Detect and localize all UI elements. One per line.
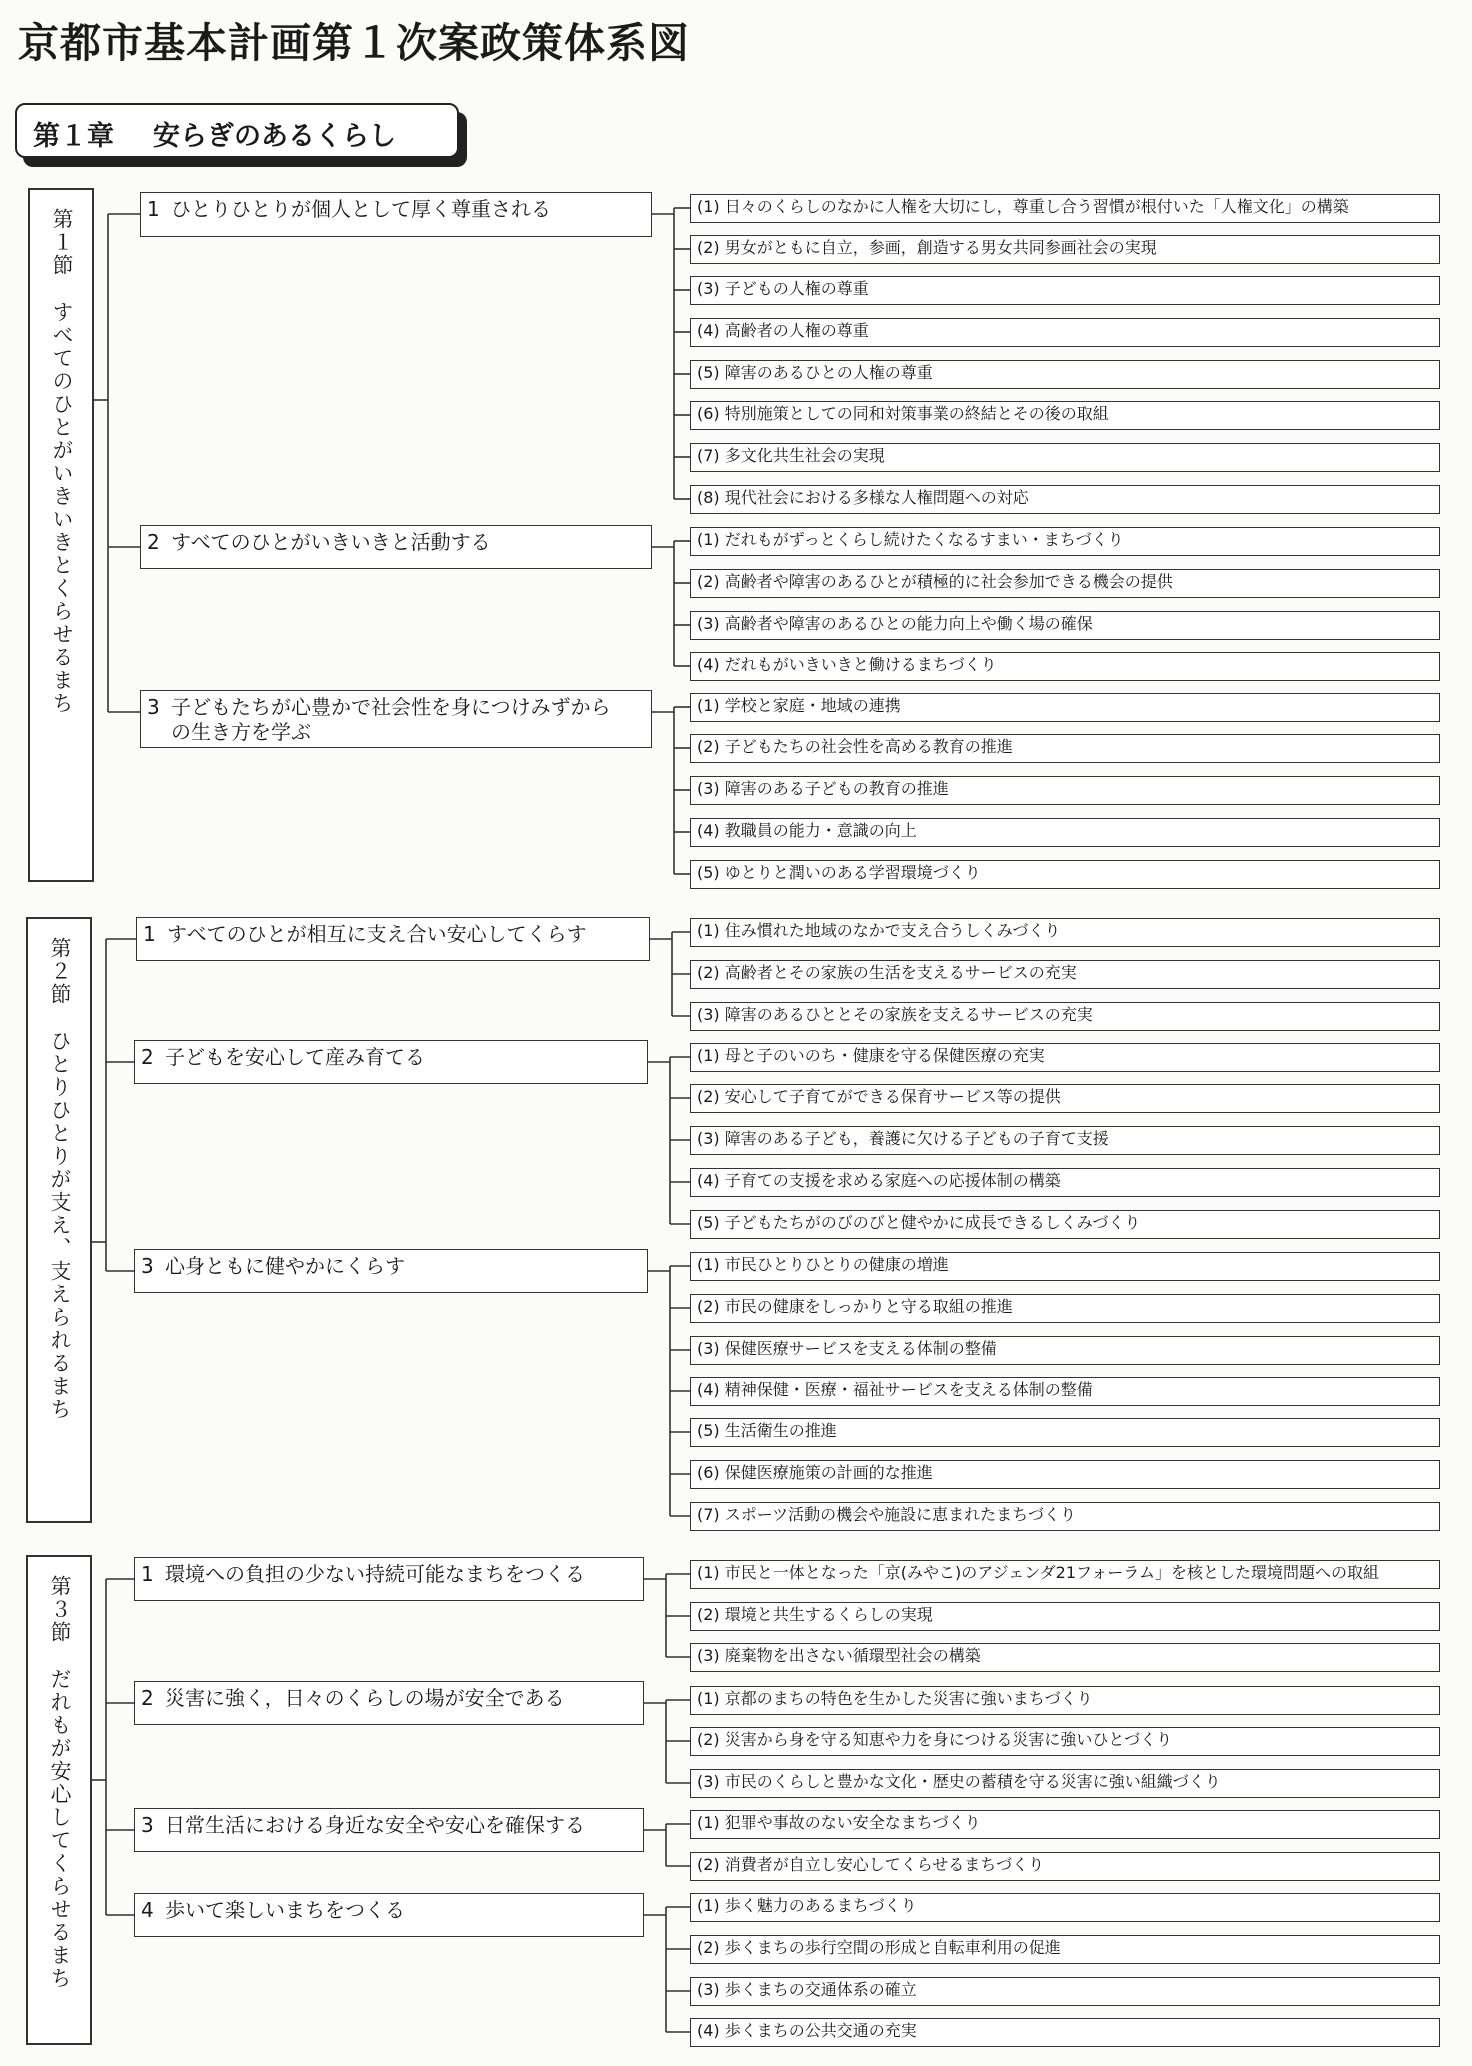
goal-line <box>147 695 645 720</box>
goal-line <box>141 1686 637 1711</box>
measure-box: (3) 障害のある子ども，養護に欠ける子どもの子育て支援 <box>690 1126 1440 1155</box>
measure-box: (2) 高齢者とその家族の生活を支えるサービスの充実 <box>690 960 1440 989</box>
section-name: ひとりひとりが支え、支えられるまち <box>48 1030 72 1421</box>
measure-box: (3) 高齢者や障害のあるひとの能力向上や働く場の確保 <box>690 611 1440 640</box>
measure-box: (1) 歩く魅力のあるまちづくり <box>690 1893 1440 1922</box>
goal-line <box>141 1254 641 1279</box>
measure-box: (7) スポーツ活動の機会や施設に恵まれたまちづくり <box>690 1502 1440 1531</box>
goal-text: 災害に強く，日々のくらしの場が安全である <box>165 1686 565 1710</box>
goal-box <box>134 1808 644 1852</box>
measure-box: (1) 京都のまちの特色を生かした災害に強いまちづくり <box>690 1686 1440 1715</box>
goal-number: 1 <box>141 1562 154 1586</box>
goal-text: すべてのひとがいきいきと活動する <box>171 530 491 554</box>
measure-box: (1) 犯罪や事故のない安全なまちづくり <box>690 1810 1440 1839</box>
measure-box: (3) 障害のあるひととその家族を支えるサービスの充実 <box>690 1002 1440 1031</box>
goal-number: 3 <box>147 695 160 719</box>
goal-number: 4 <box>141 1898 154 1922</box>
goal-box <box>136 917 650 961</box>
goal-line <box>141 1045 641 1070</box>
goal-text: 心身ともに健やかにくらす <box>165 1254 405 1278</box>
measure-box: (2) 男女がともに自立，参画，創造する男女共同参画社会の実現 <box>690 235 1440 264</box>
measure-box: (3) 廃棄物を出さない循環型社会の構築 <box>690 1643 1440 1672</box>
goal-number: 2 <box>147 530 160 554</box>
measure-box: (1) だれもがずっとくらし続けたくなるすまい・まちづくり <box>690 527 1440 556</box>
goal-box <box>134 1040 648 1084</box>
measure-box: (5) 子どもたちがのびのびと健やかに成長できるしくみづくり <box>690 1210 1440 1239</box>
measure-box: (6) 特別施策としての同和対策事業の終結とその後の取組 <box>690 401 1440 430</box>
goal-number: 1 <box>147 197 160 221</box>
measure-box: (1) 住み慣れた地域のなかで支え合うしくみづくり <box>690 918 1440 947</box>
goal-box <box>134 1557 644 1601</box>
measure-box: (1) 学校と家庭・地域の連携 <box>690 693 1440 722</box>
goal-number: 3 <box>141 1813 154 1837</box>
goal-box <box>134 1893 644 1937</box>
goal-text: 日常生活における身近な安全や安心を確保する <box>165 1813 585 1837</box>
measure-box: (2) 市民の健康をしっかりと守る取組の推進 <box>690 1294 1440 1323</box>
goal-line <box>143 922 643 947</box>
goal-box <box>140 525 652 569</box>
section-box <box>28 188 94 882</box>
goal-number: 1 <box>143 922 156 946</box>
measure-box: (1) 母と子のいのち・健康を守る保健医療の充実 <box>690 1043 1440 1072</box>
goal-line <box>147 720 645 745</box>
measure-box: (7) 多文化共生社会の実現 <box>690 443 1440 472</box>
measure-box: (5) 生活衛生の推進 <box>690 1418 1440 1447</box>
section-box <box>26 917 92 1523</box>
measure-box: (5) 障害のあるひとの人権の尊重 <box>690 360 1440 389</box>
section-number: 第３節 <box>48 1575 72 1644</box>
goal-text: の生き方を学ぶ <box>171 720 311 744</box>
measure-box: (2) 高齢者や障害のあるひとが積極的に社会参加できる機会の提供 <box>690 569 1440 598</box>
goal-text: 歩いて楽しいまちをつくる <box>165 1898 405 1922</box>
goal-number: 2 <box>141 1686 154 1710</box>
measure-box: (4) 精神保健・医療・福祉サービスを支える体制の整備 <box>690 1377 1440 1406</box>
section-number: 第１節 <box>50 208 74 277</box>
measure-box: (4) 子育ての支援を求める家庭への応援体制の構築 <box>690 1168 1440 1197</box>
page-title: 京都市基本計画第１次案政策体系図 <box>18 19 690 67</box>
measure-box: (3) 保健医療サービスを支える体制の整備 <box>690 1336 1440 1365</box>
measure-box: (2) 消費者が自立し安心してくらせるまちづくり <box>690 1852 1440 1881</box>
goal-text: 子どもたちが心豊かで社会性を身につけみずから <box>171 695 611 719</box>
measure-box: (3) 子どもの人権の尊重 <box>690 276 1440 305</box>
measure-box: (2) 歩くまちの歩行空間の形成と自転車利用の促進 <box>690 1935 1440 1964</box>
chapter-name: 安らぎのあるくらし <box>153 121 396 152</box>
goal-line <box>147 197 645 222</box>
goal-line <box>141 1813 637 1838</box>
measure-box: (6) 保健医療施策の計画的な推進 <box>690 1460 1440 1489</box>
measure-box: (1) 市民と一体となった「京(みやこ)のアジェンダ21フォーラム」を核とした環境問題への取組 <box>690 1560 1440 1589</box>
goal-box <box>134 1249 648 1293</box>
measure-box: (3) 歩くまちの交通体系の確立 <box>690 1977 1440 2006</box>
goal-line <box>147 530 645 555</box>
measure-box: (2) 子どもたちの社会性を高める教育の推進 <box>690 734 1440 763</box>
goal-box <box>140 690 652 748</box>
measure-box: (2) 環境と共生するくらしの実現 <box>690 1602 1440 1631</box>
measure-box: (4) 高齢者の人権の尊重 <box>690 318 1440 347</box>
goal-text: すべてのひとが相互に支え合い安心してくらす <box>167 922 587 946</box>
measure-box: (4) 歩くまちの公共交通の充実 <box>690 2018 1440 2047</box>
goal-number: 2 <box>141 1045 154 1069</box>
measure-box: (5) ゆとりと潤いのある学習環境づくり <box>690 860 1440 889</box>
measure-box: (2) 災害から身を守る知恵や力を身につける災害に強いひとづくり <box>690 1727 1440 1756</box>
measure-box: (1) 市民ひとりひとりの健康の増進 <box>690 1252 1440 1281</box>
section-label <box>48 1575 70 1990</box>
measure-box: (1) 日々のくらしのなかに人権を大切にし，尊重し合う習慣が根付いた「人権文化」の構築 <box>690 194 1440 223</box>
goal-box <box>134 1681 644 1725</box>
measure-box: (4) だれもがいきいきと働けるまちづくり <box>690 652 1440 681</box>
goal-line <box>141 1898 637 1923</box>
section-label <box>48 937 70 1421</box>
goal-line <box>141 1562 637 1587</box>
chapter-label: 第１章 <box>33 121 114 152</box>
section-number: 第２節 <box>48 937 72 1006</box>
goal-text: ひとりひとりが個人として厚く尊重される <box>171 197 551 221</box>
measure-box: (3) 障害のある子どもの教育の推進 <box>690 776 1440 805</box>
goal-text: 子どもを安心して産み育てる <box>165 1045 425 1069</box>
measure-box: (4) 教職員の能力・意識の向上 <box>690 818 1440 847</box>
section-label <box>50 208 72 715</box>
section-box <box>26 1555 92 2045</box>
measure-box: (2) 安心して子育てができる保育サービス等の提供 <box>690 1084 1440 1113</box>
section-name: だれもが安心してくらせるまち <box>48 1668 72 1990</box>
measure-box: (8) 現代社会における多様な人権問題への対応 <box>690 485 1440 514</box>
section-name: すべてのひとがいきいきとくらせるまち <box>50 301 74 715</box>
goal-box <box>140 192 652 237</box>
measure-box: (3) 市民のくらしと豊かな文化・歴史の蓄積を守る災害に強い組織づくり <box>690 1769 1440 1798</box>
goal-text: 環境への負担の少ない持続可能なまちをつくる <box>165 1562 585 1586</box>
goal-number: 3 <box>141 1254 154 1278</box>
